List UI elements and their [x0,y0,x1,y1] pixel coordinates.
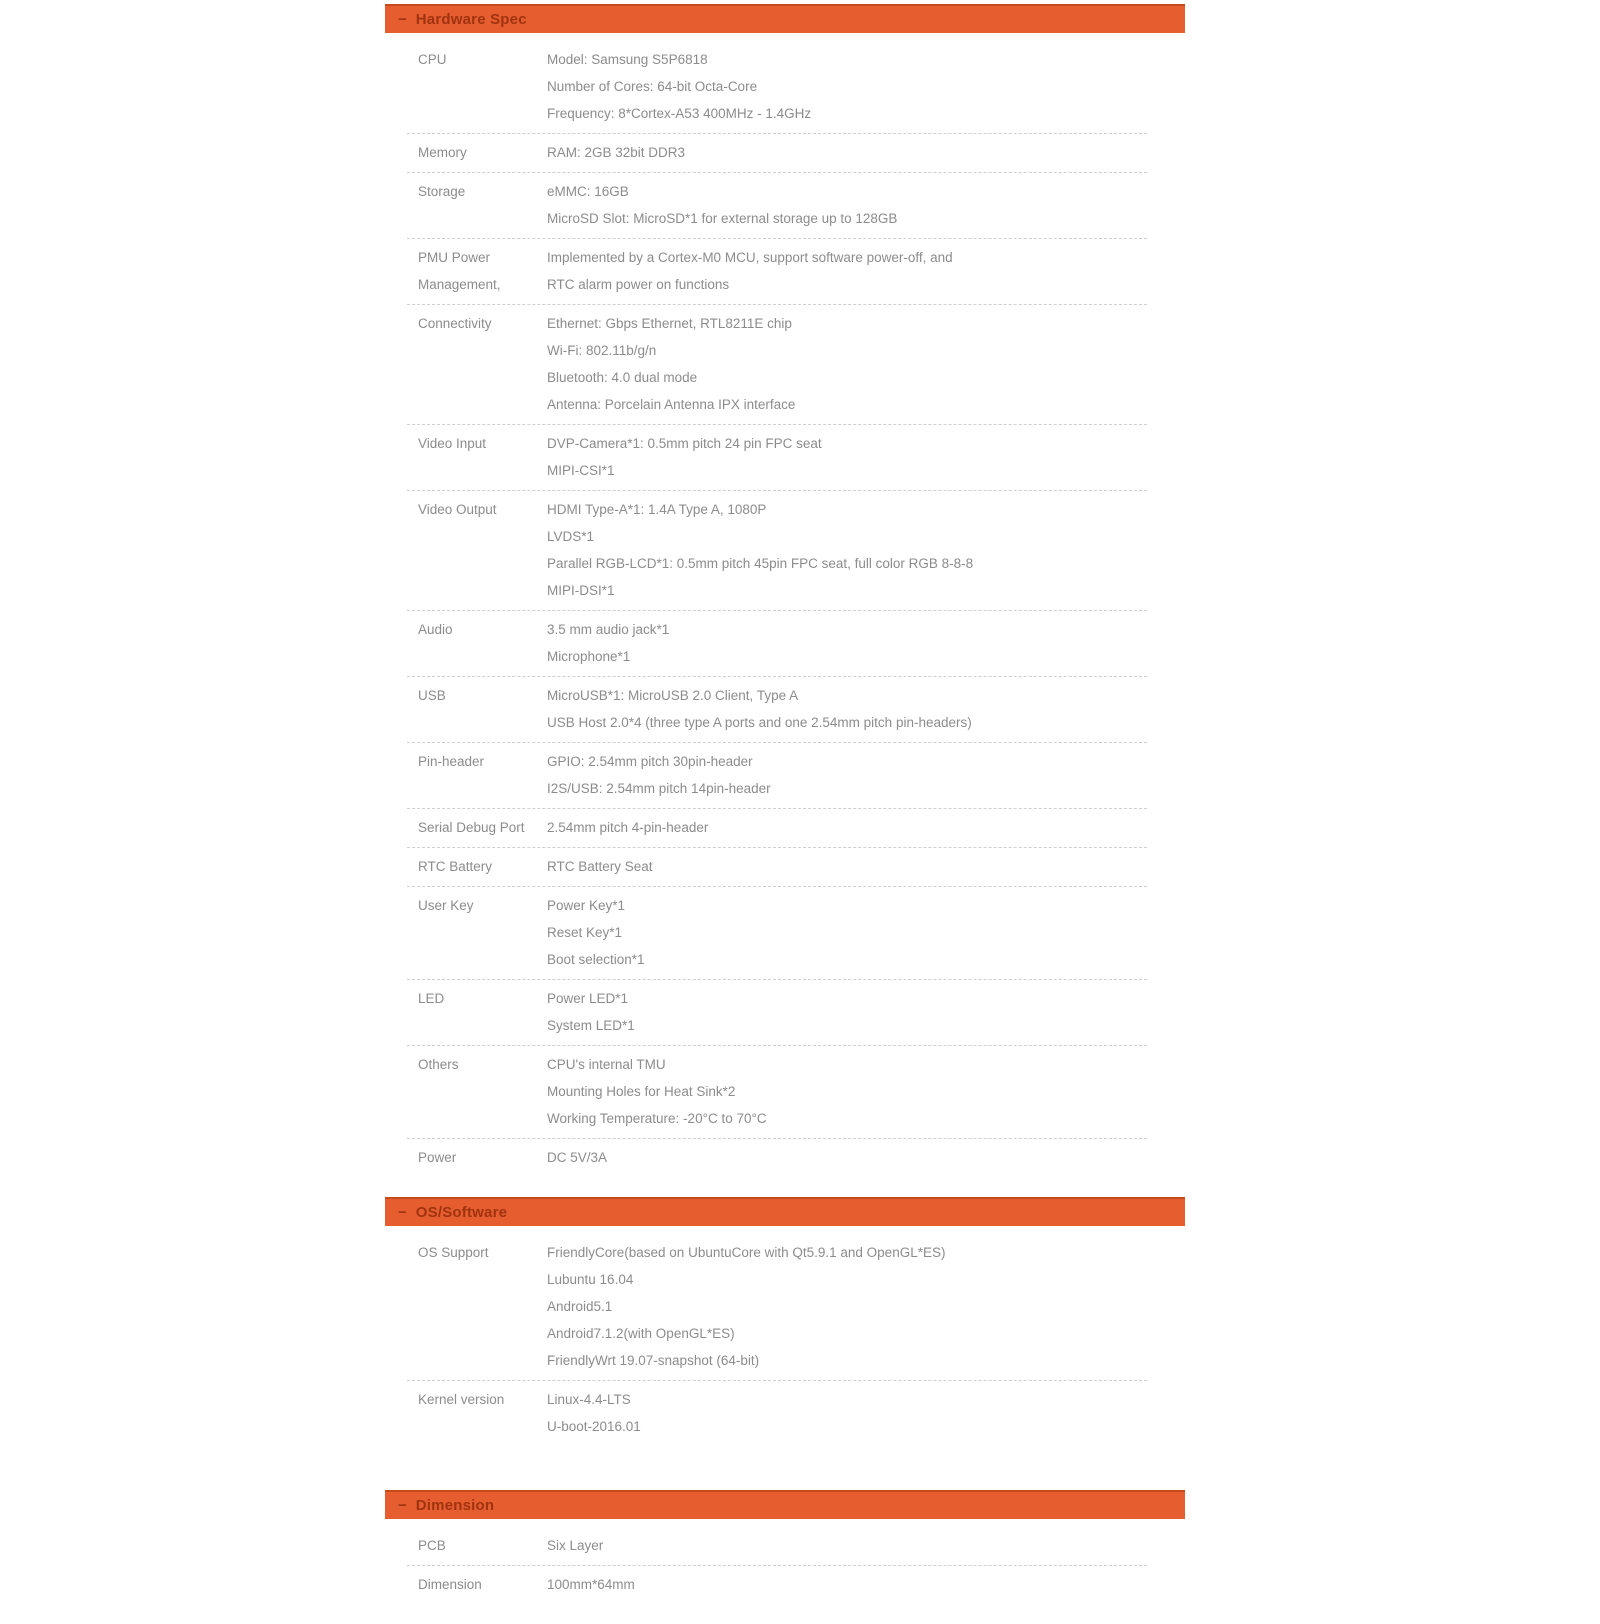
spec-value-line: RTC alarm power on functions [547,277,730,292]
spec-value [547,430,1147,484]
spec-value-line: DVP-Camera*1: 0.5mm pitch 24 pin FPC seat [547,436,822,451]
spec-value-line: LVDS*1 [547,529,595,544]
spec-value-line: MicroSD Slot: MicroSD*1 for external storage up to 128GB [547,211,898,226]
spec-value-line: FriendlyWrt 19.07-snapshot (64-bit) [547,1353,760,1368]
spec-value-line: RTC Battery Seat [547,859,653,874]
spec-value-line: Bluetooth: 4.0 dual mode [547,370,698,385]
section-title: Hardware Spec [415,11,527,28]
spec-row [407,491,1147,611]
spec-label: Dimension [418,1577,482,1592]
spec-label: Serial Debug Port [418,820,525,835]
spec-value [547,1239,1147,1374]
spec-content [385,4,1185,1624]
spec-row [407,1381,1147,1446]
spec-label: LED [418,991,445,1006]
spec-label: RTC Battery [418,859,493,874]
spec-value [547,616,1147,670]
spec-label: Pin-header [418,754,485,769]
spec-value-line: Model: Samsung S5P6818 [547,52,708,67]
spec-row [407,887,1147,980]
spec-label: Memory [418,145,467,160]
spec-value-line: Frequency: 8*Cortex-A53 400MHz - 1.4GHz [547,106,812,121]
spec-value-line: Android5.1 [547,1299,613,1314]
spec-row [407,41,1147,134]
spec-value-line: MIPI-CSI*1 [547,463,615,478]
spec-label: Video Output [418,502,497,517]
spec-row [407,425,1147,491]
spec-label: Audio [418,622,453,637]
spec-value [547,853,1147,880]
spec-value-line: Lubuntu 16.04 [547,1272,634,1287]
spec-value [547,1571,1147,1598]
spec-value [547,1386,1147,1440]
spec-row [407,1234,1147,1381]
spec-row [407,1046,1147,1139]
section-header-0[interactable] [385,4,1185,33]
spec-value [547,1144,1147,1171]
spec-value-line: Working Temperature: -20°C to 70°C [547,1111,767,1126]
spec-value-line: Android7.1.2(with OpenGL*ES) [547,1326,735,1341]
spec-value-line: HDMI Type-A*1: 1.4A Type A, 1080P [547,502,767,517]
section-body-0 [385,33,1185,1197]
spec-value-line: I2S/USB: 2.54mm pitch 14pin-header [547,781,771,796]
spec-label: PMU Power Management, [418,250,501,292]
spec-value-line: DC 5V/3A [547,1150,608,1165]
spec-label: Storage [418,184,466,199]
section-title: Dimension [415,1497,495,1514]
spec-row [407,809,1147,848]
spec-row [407,743,1147,809]
spec-value-line: eMMC: 16GB [547,184,629,199]
spec-row [407,239,1147,305]
spec-label: Kernel version [418,1392,505,1407]
spec-value-line: Mounting Holes for Heat Sink*2 [547,1084,736,1099]
spec-row [407,1139,1147,1177]
section-header-2[interactable] [385,1490,1185,1519]
spec-value-line: Antenna: Porcelain Antenna IPX interface [547,397,796,412]
section-panel-2 [385,1490,1185,1624]
spec-label: Connectivity [418,316,492,331]
spec-label: Video Input [418,436,487,451]
spec-value [547,244,1147,298]
spec-value [547,985,1147,1039]
spec-value-line: USB Host 2.0*4 (three type A ports and one 2.54mm pitch pin-headers) [547,715,972,730]
spec-value [547,1051,1147,1132]
section-panel-1 [385,1197,1185,1490]
spec-row [407,677,1147,743]
spec-label: Power [418,1150,457,1165]
spec-value-line: RAM: 2GB 32bit DDR3 [547,145,686,160]
spec-value-line: MicroUSB*1: MicroUSB 2.0 Client, Type A [547,688,799,703]
spec-value-line: 3.5 mm audio jack*1 [547,622,670,637]
spec-value-line: 2.54mm pitch 4-pin-header [547,820,709,835]
section-title: OS/Software [415,1204,508,1221]
spec-value [547,892,1147,973]
spec-label: OS Support [418,1245,489,1260]
spec-value [547,1532,1147,1559]
spec-value-line: 100mm*64mm [547,1577,635,1592]
spec-value-line: Implemented by a Cortex-M0 MCU, support software power-off, and [547,250,953,265]
collapse-minus-icon[interactable]: − [398,1204,407,1221]
spec-value-line: GPIO: 2.54mm pitch 30pin-header [547,754,753,769]
section-body-2 [385,1519,1185,1624]
section-panel-0 [385,4,1185,1197]
spec-row [407,173,1147,239]
spec-value [547,748,1147,802]
spec-value-line: Six Layer [547,1538,604,1553]
spec-value-line: MIPI-DSI*1 [547,583,615,598]
spec-value-line: CPU's internal TMU [547,1057,666,1072]
spec-label: CPU [418,52,447,67]
spec-value [547,496,1147,604]
spec-label: User Key [418,898,474,913]
spec-row [407,1527,1147,1566]
spec-value-line: U-boot-2016.01 [547,1419,641,1434]
spec-value [547,814,1147,841]
spec-row [407,848,1147,887]
spec-value-line: Number of Cores: 64-bit Octa-Core [547,79,758,94]
spec-row [407,611,1147,677]
spec-value-line: Boot selection*1 [547,952,645,967]
spec-value [547,139,1147,166]
spec-row [407,1566,1147,1604]
spec-value-line: System LED*1 [547,1018,635,1033]
spec-value [547,46,1147,127]
spec-value-line: Microphone*1 [547,649,631,664]
spec-label: USB [418,688,446,703]
spec-value [547,682,1147,736]
spec-value-line: Power Key*1 [547,898,626,913]
spec-value-line: Linux-4.4-LTS [547,1392,631,1407]
spec-value-line: Parallel RGB-LCD*1: 0.5mm pitch 45pin FPC seat, full color RGB 8-8-8 [547,556,974,571]
spec-row [407,305,1147,425]
spec-label: PCB [418,1538,446,1553]
spec-value [547,310,1147,418]
collapse-minus-icon[interactable]: − [398,1497,407,1514]
spec-value-line: Wi-Fi: 802.11b/g/n [547,343,657,358]
spec-value-line: Power LED*1 [547,991,629,1006]
spec-value-line: Reset Key*1 [547,925,623,940]
spec-label: Others [418,1057,459,1072]
spec-value-line: Ethernet: Gbps Ethernet, RTL8211E chip [547,316,792,331]
collapse-minus-icon[interactable]: − [398,11,407,28]
spec-row [407,134,1147,173]
section-header-1[interactable] [385,1197,1185,1226]
spec-value-line: FriendlyCore(based on UbuntuCore with Qt5.9.1 and OpenGL*ES) [547,1245,946,1260]
spec-value [547,178,1147,232]
section-body-1 [385,1226,1185,1490]
spec-row [407,980,1147,1046]
